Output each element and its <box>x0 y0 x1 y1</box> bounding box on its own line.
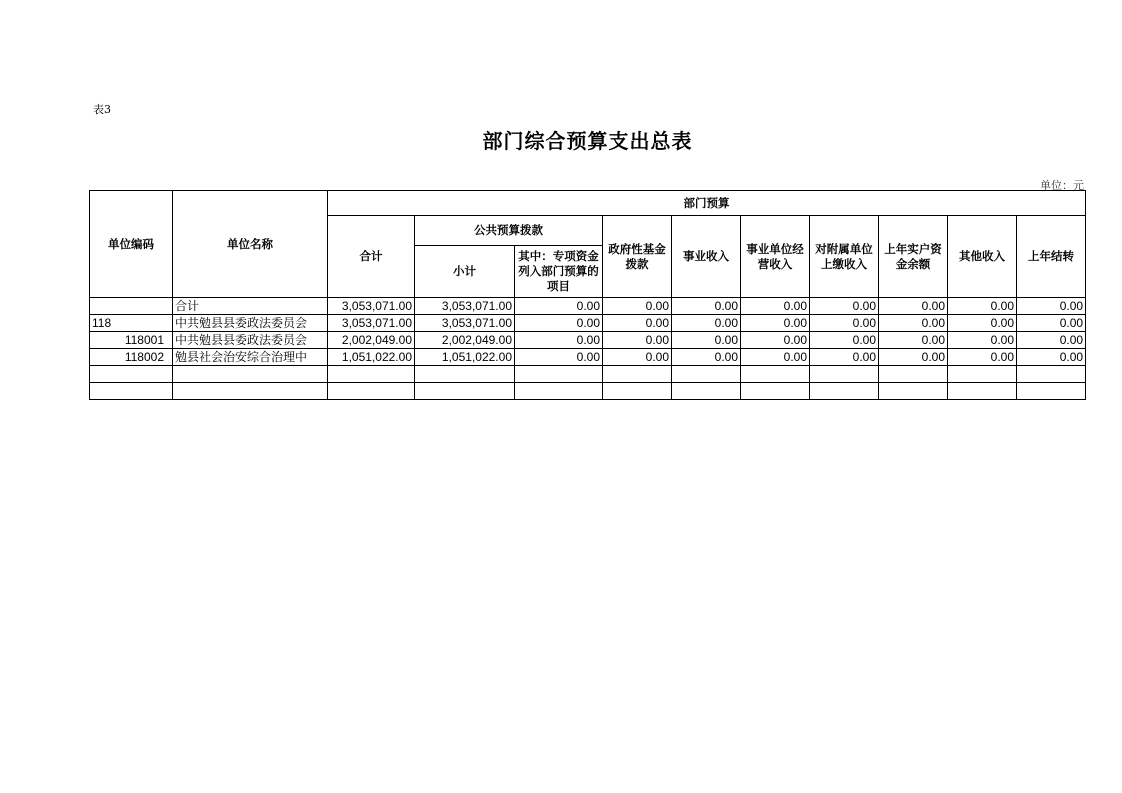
col-unit-name: 单位名称 <box>173 191 328 298</box>
cell-subtotal: 3,053,071.00 <box>415 298 515 315</box>
cell-carryover: 0.00 <box>1017 298 1086 315</box>
cell-name: 勉县社会治安综合治理中 <box>173 349 328 366</box>
cell-prior-balance: 0.00 <box>879 315 948 332</box>
empty-cell <box>415 383 515 400</box>
empty-cell <box>1017 366 1086 383</box>
cell-subtotal: 3,053,071.00 <box>415 315 515 332</box>
table-row <box>90 349 1086 366</box>
cell-business-ops: 0.00 <box>741 349 810 366</box>
cell-special: 0.00 <box>515 298 603 315</box>
cell-code: 118001 <box>90 332 173 349</box>
cell-affiliated: 0.00 <box>810 315 879 332</box>
empty-cell <box>90 383 173 400</box>
empty-cell <box>603 383 672 400</box>
cell-other: 0.00 <box>948 298 1017 315</box>
col-total: 合计 <box>328 216 415 298</box>
cell-total: 3,053,071.00 <box>328 298 415 315</box>
cell-business-income: 0.00 <box>672 349 741 366</box>
cell-carryover: 0.00 <box>1017 315 1086 332</box>
empty-cell <box>90 366 173 383</box>
col-prior-carryover: 上年结转 <box>1017 216 1086 298</box>
empty-cell <box>328 383 415 400</box>
empty-cell <box>810 383 879 400</box>
cell-gov-fund: 0.00 <box>603 315 672 332</box>
cell-business-income: 0.00 <box>672 332 741 349</box>
table-row-empty <box>90 366 1086 383</box>
empty-cell <box>741 383 810 400</box>
cell-total: 3,053,071.00 <box>328 315 415 332</box>
table-body <box>90 298 1086 400</box>
budget-expenditure-table <box>89 190 1086 400</box>
cell-gov-fund: 0.00 <box>603 298 672 315</box>
cell-affiliated: 0.00 <box>810 332 879 349</box>
cell-business-ops: 0.00 <box>741 298 810 315</box>
cell-business-income: 0.00 <box>672 315 741 332</box>
cell-gov-fund: 0.00 <box>603 332 672 349</box>
cell-name: 中共勉县县委政法委员会 <box>173 315 328 332</box>
cell-prior-balance: 0.00 <box>879 298 948 315</box>
empty-cell <box>603 366 672 383</box>
col-business-income: 事业收入 <box>672 216 741 298</box>
col-gov-fund: 政府性基金拨款 <box>603 216 672 298</box>
empty-cell <box>948 366 1017 383</box>
cell-code: 118002 <box>90 349 173 366</box>
cell-prior-balance: 0.00 <box>879 349 948 366</box>
cell-carryover: 0.00 <box>1017 332 1086 349</box>
cell-affiliated: 0.00 <box>810 298 879 315</box>
cell-subtotal: 2,002,049.00 <box>415 332 515 349</box>
table-number-label: 表3 <box>93 103 111 116</box>
cell-prior-balance: 0.00 <box>879 332 948 349</box>
empty-cell <box>173 366 328 383</box>
cell-code: 118 <box>90 315 173 332</box>
col-business-unit-ops: 事业单位经营收入 <box>741 216 810 298</box>
cell-special: 0.00 <box>515 332 603 349</box>
cell-special: 0.00 <box>515 315 603 332</box>
cell-special: 0.00 <box>515 349 603 366</box>
col-public-budget: 公共预算拨款 <box>415 216 603 246</box>
empty-cell <box>879 383 948 400</box>
col-affiliated-income: 对附属单位上缴收入 <box>810 216 879 298</box>
page-title: 部门综合预算支出总表 <box>482 129 693 153</box>
cell-affiliated: 0.00 <box>810 349 879 366</box>
cell-other: 0.00 <box>948 332 1017 349</box>
empty-cell <box>515 383 603 400</box>
col-special-funds: 其中：专项资金列入部门预算的项目 <box>515 246 603 298</box>
empty-cell <box>879 366 948 383</box>
cell-name: 合计 <box>173 298 328 315</box>
table-row-empty <box>90 383 1086 400</box>
cell-other: 0.00 <box>948 349 1017 366</box>
cell-total: 2,002,049.00 <box>328 332 415 349</box>
col-unit-code: 单位编码 <box>90 191 173 298</box>
empty-cell <box>672 383 741 400</box>
table-header <box>90 191 1086 298</box>
empty-cell <box>515 366 603 383</box>
col-prior-balance: 上年实户资金余额 <box>879 216 948 298</box>
empty-cell <box>1017 383 1086 400</box>
col-subtotal: 小计 <box>415 246 515 298</box>
empty-cell <box>741 366 810 383</box>
empty-cell <box>328 366 415 383</box>
cell-subtotal: 1,051,022.00 <box>415 349 515 366</box>
cell-business-ops: 0.00 <box>741 332 810 349</box>
cell-total: 1,051,022.00 <box>328 349 415 366</box>
table-row <box>90 315 1086 332</box>
cell-business-income: 0.00 <box>672 298 741 315</box>
cell-name: 中共勉县县委政法委员会 <box>173 332 328 349</box>
col-other-income: 其他收入 <box>948 216 1017 298</box>
cell-code <box>90 298 173 315</box>
unit-label: 单位：元 <box>1040 179 1084 192</box>
empty-cell <box>173 383 328 400</box>
col-dept-budget: 部门预算 <box>328 191 1086 216</box>
cell-carryover: 0.00 <box>1017 349 1086 366</box>
table-row-total <box>90 298 1086 315</box>
empty-cell <box>415 366 515 383</box>
cell-business-ops: 0.00 <box>741 315 810 332</box>
empty-cell <box>948 383 1017 400</box>
empty-cell <box>672 366 741 383</box>
table-row <box>90 332 1086 349</box>
cell-other: 0.00 <box>948 315 1017 332</box>
empty-cell <box>810 366 879 383</box>
cell-gov-fund: 0.00 <box>603 349 672 366</box>
